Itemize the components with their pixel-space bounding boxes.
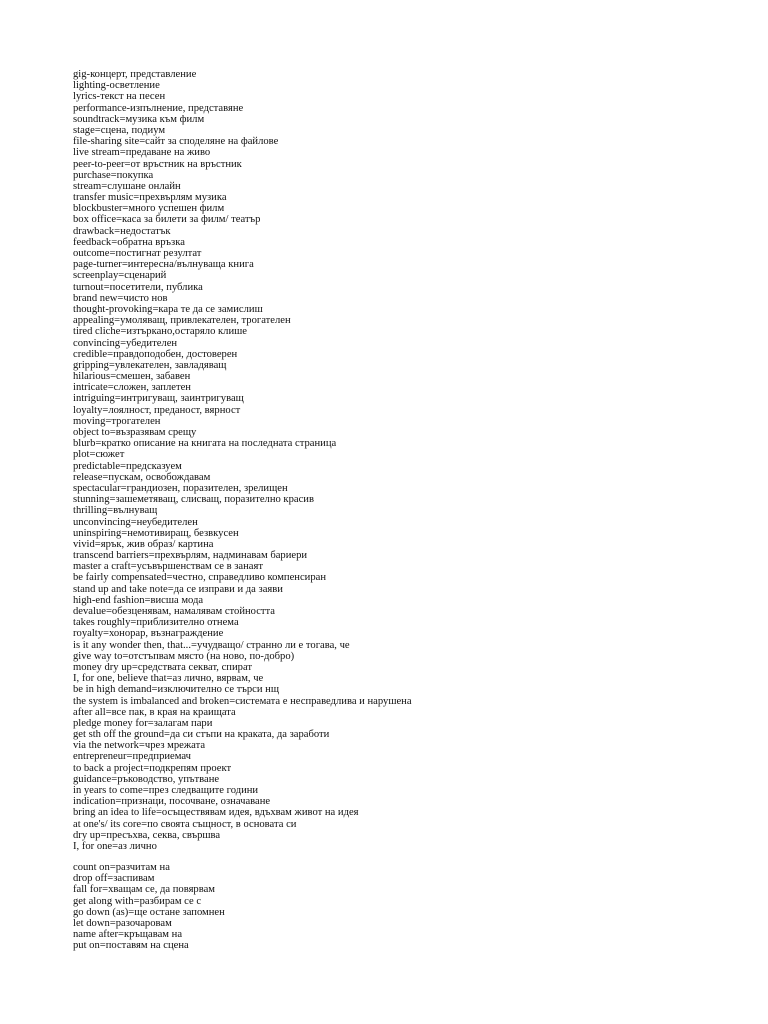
vocabulary-list-phrasal-verbs xyxy=(73,862,225,952)
vocab-entry: drop off=заспивам xyxy=(73,873,155,885)
vocab-entry: moving=трогателен xyxy=(73,415,161,427)
vocab-entry: royalty=хонорар, възнаграждение xyxy=(73,628,224,640)
vocab-entry: feedback=обратна връзка xyxy=(73,236,185,248)
vocab-entry: uninspiring=немотивиращ, безвкусен xyxy=(73,527,239,539)
vocab-entry: performance-изпълнение, представяне xyxy=(73,102,244,114)
vocab-entry: appealing=умоляващ, привлекателен, трогателен xyxy=(73,315,291,327)
vocab-entry: plot=сюжет xyxy=(73,449,125,461)
vocab-entry: in years to come=през следващите години xyxy=(73,785,259,796)
vocab-entry: loyalty=лоялност, преданост, вярност xyxy=(73,404,241,416)
vocab-entry: blockbuster=много успешен филм xyxy=(73,203,225,215)
vocab-entry: indication=признаци, посочване, означаване xyxy=(73,796,271,808)
vocab-entry: box office=каса за билети за филм/ театър xyxy=(73,214,261,226)
vocab-entry: guidance=ръководство, упътване xyxy=(73,773,220,785)
vocab-entry: devalue=обезценявам, намалявам стойността xyxy=(73,606,276,617)
vocab-entry: get sth off the ground=да си стъпи на краката, да заработи xyxy=(73,729,330,741)
vocab-entry: outcome=постигнат резултат xyxy=(73,248,202,259)
vocab-entry: peer-to-peer=от връстник на връстник xyxy=(73,158,242,170)
vocab-entry: predictable=предсказуем xyxy=(73,460,182,472)
vocab-entry: lighting-осветление xyxy=(73,80,160,92)
vocab-entry: bring an idea to life=осъществявам идея, вдъхвам живот на идея xyxy=(73,807,359,819)
vocab-entry: is it any wonder then, that...=учудващо/ странно ли е тогава, че xyxy=(73,639,350,651)
vocab-entry: money dry up=средствата секват, спират xyxy=(73,661,252,673)
vocab-entry: intriguing=интригуващ, заинтригуващ xyxy=(73,393,244,405)
vocab-entry: stage=сцена, подиум xyxy=(73,124,166,136)
vocab-entry: let down=разочаровам xyxy=(73,917,172,929)
vocab-entry: pledge money for=залагам пари xyxy=(73,717,213,729)
vocab-entry: unconvincing=неубедителен xyxy=(73,516,198,528)
vocab-entry: thrilling=вълнуващ xyxy=(73,505,158,517)
vocab-entry: intricate=сложен, заплетен xyxy=(73,382,191,394)
vocab-entry: be in high demand=изключително се търси нщ xyxy=(73,684,279,696)
vocab-entry: high-end fashion=висша мода xyxy=(73,594,204,606)
vocabulary-list-main xyxy=(73,69,412,852)
vocab-entry: soundtrack=музика към филм xyxy=(73,113,205,125)
vocab-entry: object to=възразявам срещу xyxy=(73,427,197,438)
vocab-entry: go down (as)=ще остане запомнен xyxy=(73,906,225,918)
vocab-entry: be fairly compensated=честно, справедливо компенсиран xyxy=(73,572,326,584)
vocab-entry: at one's/ its core=по своята същност, в основата си xyxy=(73,818,297,830)
vocab-entry: live stream=предаване на живо xyxy=(73,147,211,159)
vocab-entry: thought-provoking=кара те да се замислиш xyxy=(73,303,263,315)
vocab-entry: transcend barriers=прехвърлям, надминавам бариери xyxy=(73,550,308,562)
vocab-entry: entrepreneur=предприемач xyxy=(73,751,191,763)
vocab-entry: I, for one, believe that=аз лично, вярвам, че xyxy=(73,673,264,685)
vocab-entry: fall for=хващам се, да повярвам xyxy=(73,884,216,896)
vocab-entry: stream=слушане онлайн xyxy=(73,180,181,192)
vocab-entry: after all=все пак, в края на краищата xyxy=(73,706,236,718)
vocab-entry: via the network=чрез мрежата xyxy=(73,740,206,752)
vocab-entry: blurb=кратко описание на книгата на последната страница xyxy=(73,438,337,450)
vocab-entry: screenplay=сценарий xyxy=(73,270,167,282)
vocab-entry: convincing=убедителен xyxy=(73,337,178,349)
vocab-entry: name after=кръщавам на xyxy=(73,929,183,941)
vocab-entry: file-sharing site=сайт за споделяне на файлове xyxy=(73,136,279,148)
vocab-entry: credible=правдоподобен, достоверен xyxy=(73,348,238,360)
vocab-entry: release=пускам, освобождавам xyxy=(73,471,211,483)
vocab-entry: purchase=покупка xyxy=(73,169,154,181)
vocab-entry: takes roughly=приблизително отнема xyxy=(73,617,239,629)
vocab-entry: brand new=чисто нов xyxy=(73,292,168,304)
vocab-entry: tired cliche=изтъркано,остаряло клише xyxy=(73,326,247,338)
vocab-entry: to back a project=подкрепям проект xyxy=(73,762,232,774)
vocab-entry: lyrics-текст на песен xyxy=(73,91,166,103)
vocab-entry: gig-концерт, представление xyxy=(73,69,197,80)
vocab-entry: transfer music=прехвърлям музика xyxy=(73,192,227,204)
vocab-entry: the system is imbalanced and broken=системата е несправедлива и нарушена xyxy=(73,695,412,707)
vocab-entry: count on=разчитам на xyxy=(73,862,170,873)
vocab-entry: dry up=пресъхва, секва, свършва xyxy=(73,829,221,841)
vocab-entry: spectacular=грандиозен, поразителен, зрелищен xyxy=(73,482,288,494)
vocab-entry: master a craft=усъвършенствам се в занаят xyxy=(73,561,263,573)
vocab-entry: gripping=увлекателен, завладяващ xyxy=(73,359,227,371)
vocab-entry: stand up and take note=да се изправи и да заяви xyxy=(73,583,283,595)
vocab-entry: I, for one=аз лично xyxy=(73,840,157,852)
vocab-entry: get along with=разбирам се с xyxy=(73,895,202,907)
vocab-entry: hilarious=смешен, забавен xyxy=(73,371,191,383)
vocab-entry: put on=поставям на сцена xyxy=(73,940,189,952)
vocab-entry: turnout=посетители, публика xyxy=(73,281,203,293)
vocab-entry: stunning=зашеметяващ, слисващ, поразително красив xyxy=(73,494,314,506)
vocab-entry: page-turner=интересна/вълнуваща книга xyxy=(73,259,254,271)
vocab-entry: drawback=недостатък xyxy=(73,225,171,237)
vocab-entry: vivid=ярък, жив образ/ картина xyxy=(73,538,214,550)
vocab-entry: give way to=отстъпвам място (на ново, по-добро) xyxy=(73,650,295,662)
